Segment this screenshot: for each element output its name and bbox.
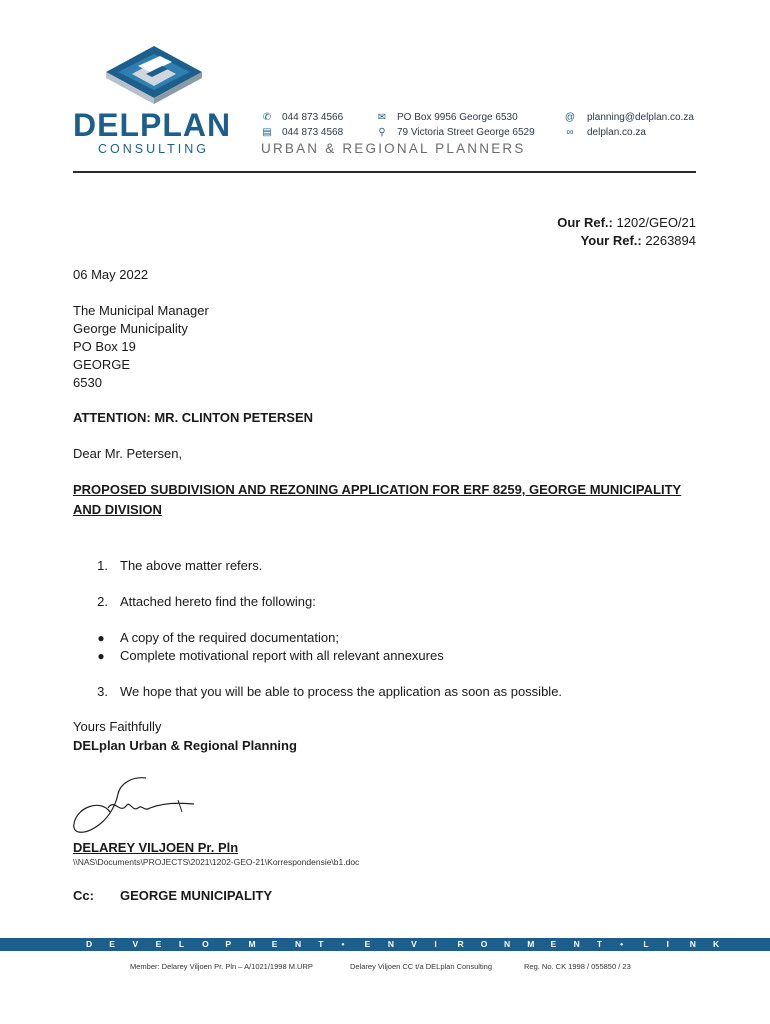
footer-band-letter: E [155, 939, 162, 949]
list-text: We hope that you will be able to process the application as soon as possible. [120, 684, 563, 699]
letter-date: 06 May 2022 [73, 267, 149, 282]
your-ref-label: Your Ref.: [580, 233, 642, 248]
tagline: URBAN & REGIONAL PLANNERS [261, 141, 526, 156]
footer-band-letter: I [666, 939, 669, 949]
address-line: George Municipality [73, 321, 188, 336]
footer-band-letter: I [434, 939, 437, 949]
brand-name: DELPLAN [73, 107, 232, 143]
footer-band-letter: N [689, 939, 696, 949]
at-icon: @ [564, 112, 576, 123]
footer-band [0, 938, 770, 951]
link-icon: ∞ [566, 127, 574, 138]
footer-band-letter: E [364, 939, 371, 949]
email-link[interactable]: planning@delplan.co.za [587, 112, 694, 123]
footer-band-letter: M [248, 939, 256, 949]
footer-band-letter: P [225, 939, 231, 949]
footer-band-letter: N [504, 939, 511, 949]
footer-band-letter: O [480, 939, 488, 949]
salutation: Dear Mr. Petersen, [73, 446, 183, 461]
subject-line: AND DIVISION [73, 502, 162, 517]
address-line: The Municipal Manager [73, 303, 209, 318]
list-number: 2. [97, 594, 108, 609]
footer-band-letter: T [596, 939, 603, 949]
footer-band-letter: O [202, 939, 209, 949]
subject-line: PROPOSED SUBDIVISION AND REZONING APPLICATION FOR ERF 8259, GEORGE MUNICIPALITY [73, 482, 682, 497]
po-box: PO Box 9956 George 6530 [397, 112, 518, 123]
footer-band-letter: L [643, 939, 649, 949]
address-line: PO Box 19 [73, 339, 136, 354]
phone-icon: ✆ [262, 112, 272, 123]
cc-label: Cc: [73, 888, 94, 903]
bullet-text: Complete motivational report with all relevant annexures [120, 648, 444, 663]
firm-name: DELplan Urban & Regional Planning [73, 738, 297, 753]
your-ref [581, 232, 696, 250]
header-divider [73, 171, 696, 173]
bullet-item [94, 647, 694, 665]
bullet-item [94, 629, 694, 647]
address-line: 6530 [73, 375, 102, 390]
valediction: Yours Faithfully [73, 719, 162, 734]
list-number: 3. [97, 684, 108, 699]
list-text: The above matter refers. [120, 558, 263, 573]
footer-band-letter: V [132, 939, 139, 949]
footer-band-letter: N [573, 939, 580, 949]
footer-band-letter: E [271, 939, 278, 949]
bullet-dot: ● [97, 631, 105, 645]
footer-trading: Delarey Viljoen CC t/a DELplan Consulting [350, 962, 493, 971]
bullet-dot: ● [97, 649, 105, 663]
footer-band-letter: N [387, 939, 395, 949]
cc-value: GEORGE MUNICIPALITY [120, 888, 273, 903]
list-item [88, 593, 688, 611]
footer-band-letter: T [318, 939, 324, 949]
attention-line: ATTENTION: MR. CLINTON PETERSEN [73, 410, 314, 425]
mail-icon: ✉ [377, 112, 387, 123]
footer-member: Member: Delarey Viljoen Pr. Pln – A/1021/1998 M.URP [130, 962, 313, 971]
list-item [88, 683, 708, 701]
footer-band-letter: • [620, 939, 624, 949]
footer-band-letter: N [295, 939, 302, 949]
footer-band-letter: E [109, 939, 115, 949]
footer-band-letter: R [457, 939, 464, 949]
footer-band-letter: • [341, 939, 345, 949]
fax-icon: ▤ [262, 127, 272, 138]
your-ref-value: 2263894 [645, 233, 696, 248]
list-item [88, 557, 688, 575]
bullet-text: A copy of the required documentation; [120, 630, 339, 645]
location-icon: ⚲ [378, 127, 386, 138]
phone-number: 044 873 4566 [282, 112, 344, 123]
footer-band-letter: E [550, 939, 557, 949]
file-path: \\NAS\Documents\PROJECTS\2021\1202-GEO-21\Korrespondensie\b1.doc [73, 857, 360, 867]
our-ref [557, 214, 696, 232]
footer-band-letter: L [178, 939, 185, 949]
our-ref-label: Our Ref.: [557, 215, 613, 230]
footer-band-letter: V [411, 939, 417, 949]
list-number: 1. [97, 558, 108, 573]
address-line: GEORGE [73, 357, 131, 372]
website-link[interactable]: delplan.co.za [587, 127, 646, 138]
footer-band-letter: D [86, 939, 93, 949]
list-text: Attached hereto find the following: [120, 594, 316, 609]
delplan-logo-icon [98, 44, 210, 110]
street-address: 79 Victoria Street George 6529 [397, 127, 535, 138]
signature-icon [70, 768, 200, 842]
brand-subtitle: CONSULTING [98, 142, 210, 156]
footer-reg: Reg. No. CK 1998 / 055850 / 23 [524, 962, 631, 971]
footer-band-letter: M [527, 939, 535, 949]
our-ref-value: 1202/GEO/21 [616, 215, 696, 230]
fax-number: 044 873 4568 [282, 127, 344, 138]
footer-band-letter: K [713, 939, 720, 949]
signatory-name: DELAREY VILJOEN Pr. Pln [73, 840, 239, 855]
